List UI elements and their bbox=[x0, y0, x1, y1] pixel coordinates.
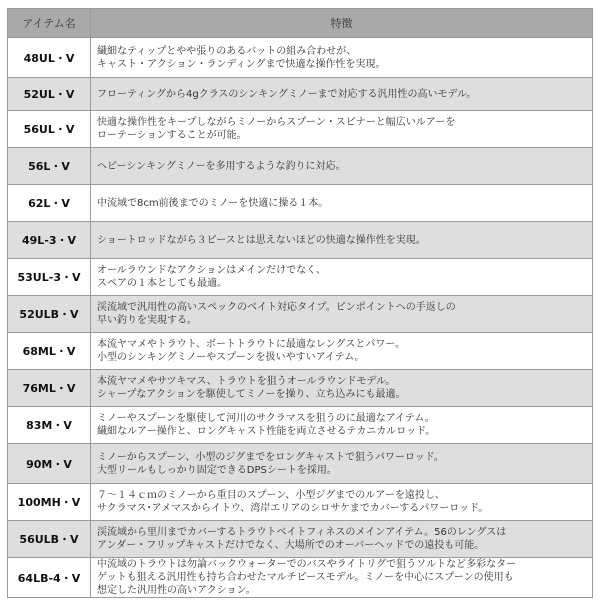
feature-line: スペアの１本としても最適。 bbox=[97, 278, 227, 289]
item-features bbox=[91, 111, 593, 148]
feature-line: ７～１４ｃｍのミノーから重目のスプーン、小型ジグまでのルアーを遠投し、 bbox=[97, 490, 445, 501]
item-features bbox=[91, 222, 593, 259]
feature-line: 大型リールもしっかり固定できるDPSシートを採用。 bbox=[97, 464, 337, 476]
feature-line: 快適な操作性をキープしながらミノーからスプーン・スピナーと幅広いルアーを bbox=[97, 117, 456, 128]
table-row bbox=[8, 148, 593, 185]
feature-line: ゲットも狙える汎用性も持ち合わせたマルチピースモデル。ミノーを中心にスプーンの使用も bbox=[97, 572, 514, 583]
table-row bbox=[8, 370, 593, 407]
feature-line: フローティングから4gクラスのシンキングミノーまで対応する汎用性の高いモデル。 bbox=[97, 88, 477, 100]
table-row bbox=[8, 484, 593, 521]
item-name: 100MH・V bbox=[8, 484, 91, 521]
item-name: 68ML・V bbox=[8, 333, 91, 370]
item-name: 49L-3・V bbox=[8, 222, 91, 259]
table-row bbox=[8, 333, 593, 370]
item-features bbox=[91, 484, 593, 521]
table-row bbox=[8, 558, 593, 598]
feature-line: 中流域のトラウトは勿論バックウォーターでのバスやライトリグで狙うソルトなど多彩なター bbox=[97, 559, 517, 570]
item-name: 56L・V bbox=[8, 148, 91, 185]
feature-line: 渓流域で汎用性の高いスペックのベイト対応タイプ。ピンポイントへの手返しの bbox=[97, 302, 456, 313]
item-name: 83M・V bbox=[8, 407, 91, 444]
table-row bbox=[8, 222, 593, 259]
feature-line: ミノーやスプーンを駆使して河川のサクラマスを狙うのに最適なアイテム。 bbox=[97, 413, 435, 424]
feature-line: 本流ヤマメやサツキマス、トラウトを狙うオールラウンドモデル。 bbox=[97, 376, 396, 387]
feature-line: ローテーションすることが可能。 bbox=[97, 130, 247, 141]
table-row bbox=[8, 296, 593, 333]
table-row bbox=[8, 185, 593, 222]
feature-line: ショートロッドながら３ピースとは思えないほどの快適な操作性を実現。 bbox=[97, 234, 426, 246]
column-header-features: 特徴 bbox=[91, 9, 593, 38]
item-name: 52ULB・V bbox=[8, 296, 91, 333]
feature-line: 早い釣りを実現する。 bbox=[97, 315, 197, 326]
item-features bbox=[91, 259, 593, 296]
item-features bbox=[91, 444, 593, 484]
column-header-item-name: アイテム名 bbox=[8, 9, 91, 38]
table-row bbox=[8, 38, 593, 78]
feature-line: ミノーからスプーン、小型のジグまでをロングキャストで狙うパワーロッド。 bbox=[97, 451, 444, 463]
feature-line: ヘビーシンキングミノーを多用するような釣りに対応。 bbox=[97, 160, 346, 172]
item-features bbox=[91, 407, 593, 444]
feature-line: シャープなアクションを駆使してミノーを操り、立ち込みにも最適。 bbox=[97, 389, 406, 400]
feature-line: 繊細なルアー操作と、ロングキャスト性能を両立させるテカニカルロッド。 bbox=[97, 426, 436, 437]
item-name: 52UL・V bbox=[8, 78, 91, 111]
item-features bbox=[91, 38, 593, 78]
feature-line: オールラウンドなアクションはメインだけでなく、 bbox=[97, 265, 326, 276]
item-features bbox=[91, 370, 593, 407]
table-row bbox=[8, 407, 593, 444]
table-row bbox=[8, 111, 593, 148]
item-name: 56ULB・V bbox=[8, 521, 91, 558]
table-row bbox=[8, 444, 593, 484]
item-name: 48UL・V bbox=[8, 38, 91, 78]
table-row bbox=[8, 521, 593, 558]
item-features bbox=[91, 333, 593, 370]
feature-line: 中流域で8cm前後までのミノーを快適に操る１本。 bbox=[97, 197, 329, 209]
item-features bbox=[91, 148, 593, 185]
feature-line: アンダー・フリップキャストだけでなく、大場所でのオーバーヘッドでの遠投も可能。 bbox=[97, 540, 485, 551]
feature-line: サクラマス･アメマスからイトウ、湾岸エリアのシロサケまでカバーするパワーロッド。 bbox=[97, 503, 489, 514]
feature-line: 渓流域から里川までカバーするトラウトベイトフィネスのメインアイテム。56のレングスは bbox=[97, 527, 507, 538]
table-header bbox=[8, 9, 593, 38]
feature-line: 想定した汎用性の高いアクション。 bbox=[97, 585, 256, 596]
item-name: 62L・V bbox=[8, 185, 91, 222]
item-features bbox=[91, 296, 593, 333]
table-row bbox=[8, 78, 593, 111]
item-features bbox=[91, 78, 593, 111]
item-features bbox=[91, 185, 593, 222]
item-features bbox=[91, 558, 593, 598]
feature-line: キャスト・アクション・ランディングまで快適な操作性を実現。 bbox=[97, 58, 386, 70]
item-features bbox=[91, 521, 593, 558]
item-name: 90M・V bbox=[8, 444, 91, 484]
item-name: 53UL-3・V bbox=[8, 259, 91, 296]
item-name: 56UL・V bbox=[8, 111, 91, 148]
feature-line: 本流ヤマメやトラウト、ボートトラウトに最適なレングスとパワー。 bbox=[97, 339, 405, 350]
item-feature-table bbox=[7, 8, 593, 598]
item-name: 76ML・V bbox=[8, 370, 91, 407]
item-name: 64LB-4・V bbox=[8, 558, 91, 598]
table-row bbox=[8, 259, 593, 296]
feature-line: 小型のシンキングミノーやスプーンを扱いやすいアイテム。 bbox=[97, 352, 365, 363]
feature-line: 繊細なティップとやや張りのあるバットの組み合わせが、 bbox=[97, 45, 357, 57]
